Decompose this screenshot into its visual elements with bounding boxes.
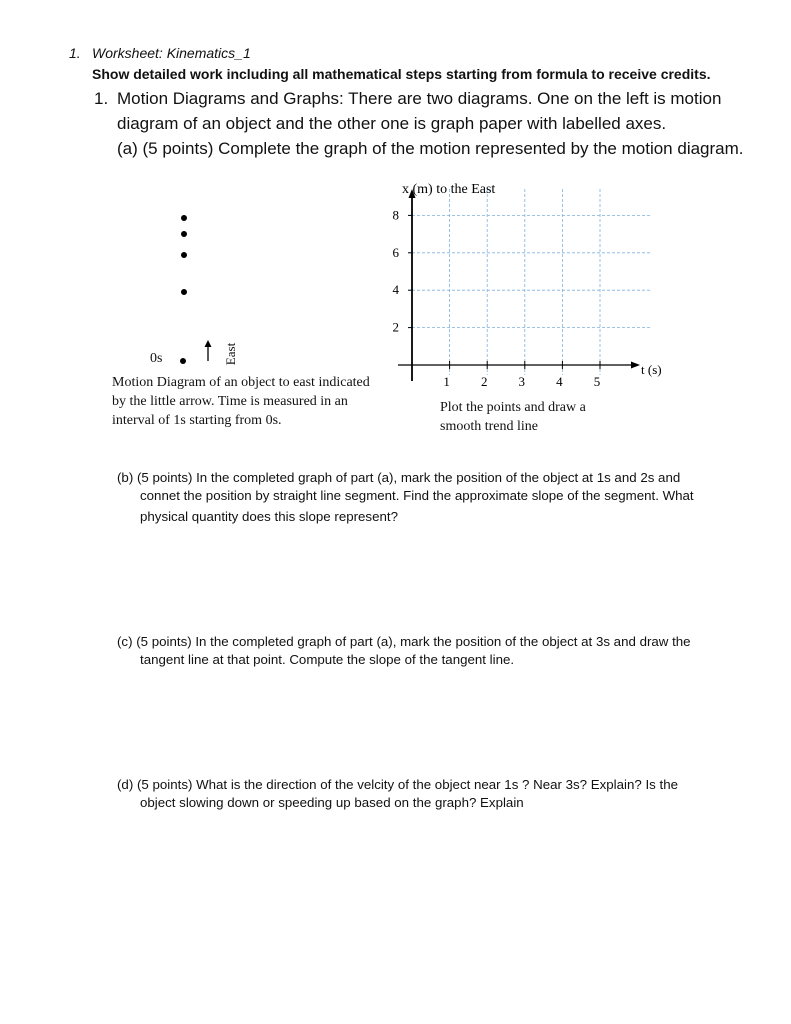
- up-arrow-icon: [202, 340, 214, 362]
- question-text-line-2: diagram of an object and the other one is graph paper with labelled axes.: [117, 114, 667, 133]
- motion-dot: [181, 289, 187, 295]
- motion-dot: [181, 231, 187, 237]
- motion-diagram-caption-line-1: Motion Diagram of an object to east indicated: [112, 375, 370, 390]
- worksheet-number: 1.: [69, 45, 81, 61]
- part-d-label: (d): [117, 777, 134, 792]
- part-d-text: (5 points) What is the direction of the velcity of the object near 1s ? Near 3s? Explain? Is the: [136, 777, 678, 792]
- x-tick-label: 3: [518, 374, 526, 389]
- part-b-text: (5 points) In the completed graph of part (a), mark the position of the object at 1s and 2s and: [136, 470, 681, 485]
- x-axis-arrow-icon: [631, 362, 640, 369]
- part-b-line-1: [117, 467, 680, 488]
- motion-dot: [181, 252, 187, 258]
- part-b-line-3: physical quantity does this slope represent?: [140, 509, 398, 524]
- part-c-line-2: tangent line at that point. Compute the slope of the tangent line.: [140, 652, 515, 667]
- y-axis-label: x (m) to the East: [402, 182, 496, 197]
- y-tick-label: 6: [392, 244, 399, 260]
- x-tick-label: 4: [556, 374, 563, 389]
- plot-instruction-line-2: smooth trend line: [440, 419, 538, 434]
- part-c-text: (5 points) In the completed graph of part (a), mark the position of the object at 3s and draw the: [136, 634, 691, 649]
- position-time-graph: [360, 175, 680, 395]
- y-tick-label: 4: [392, 282, 399, 298]
- x-tick-label: 5: [593, 374, 601, 389]
- x-axis-label: t (s): [641, 362, 662, 377]
- y-tick-label: 8: [392, 207, 399, 223]
- question-text-line-1: Motion Diagrams and Graphs: There are two diagrams. One on the left is motion: [117, 89, 722, 108]
- y-tick-label: 2: [392, 319, 399, 335]
- worksheet-title: Worksheet: Kinematics_1: [92, 45, 251, 61]
- part-c-label: (c): [117, 634, 133, 649]
- direction-label: East: [223, 342, 239, 366]
- motion-diagram-caption-line-3: interval of 1s starting from 0s.: [112, 413, 282, 428]
- motion-diagram-caption-line-2: by the little arrow. Time is measured in an: [112, 394, 348, 409]
- motion-dot: [181, 215, 187, 221]
- part-a-text: (a) (5 points) Complete the graph of the motion represented by the motion diagram.: [117, 139, 744, 158]
- motion-dot-start: [180, 358, 186, 364]
- question-number: 1.: [94, 89, 109, 108]
- part-d-line-2: object slowing down or speeding up based on the graph? Explain: [140, 795, 524, 810]
- part-d-line-1: [117, 774, 678, 795]
- part-b-line-2: connet the position by straight line segment. Find the approximate slope of the segment. What: [140, 488, 694, 503]
- plot-instruction-line-1: Plot the points and draw a: [440, 400, 586, 415]
- start-time-label: 0s: [150, 351, 163, 366]
- instructions: Show detailed work including all mathematical steps starting from formula to receive credits.: [92, 66, 711, 82]
- part-c-line-1: [117, 631, 691, 652]
- x-tick-label: 2: [480, 374, 488, 389]
- part-b-label: (b): [117, 470, 134, 485]
- x-tick-label: 1: [443, 374, 450, 389]
